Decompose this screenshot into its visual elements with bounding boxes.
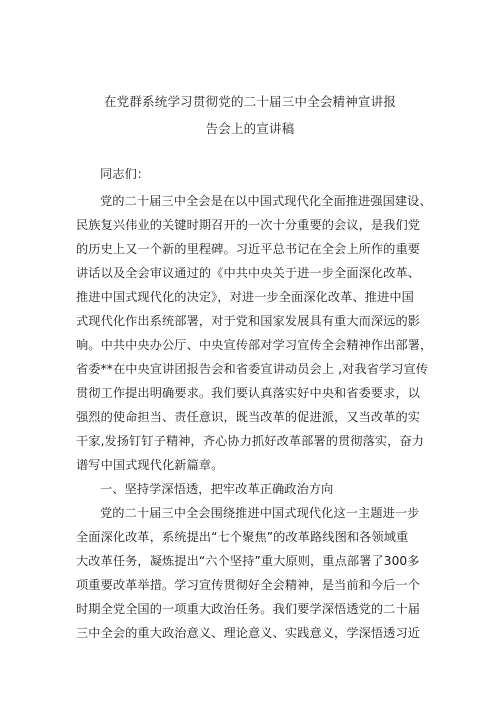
document-title-line-1: 在党群系统学习贯彻党的二十届三中全会精神宣讲报 — [103, 94, 397, 109]
body-line: 的历史上又一个新的里程碑。习近平总书记在全会上所作的重要 — [76, 242, 421, 256]
section-heading: 一、坚持学深悟透，把牢改革正确政治方向 — [100, 482, 334, 496]
body-line: 干家,发扬钉钉子精神，齐心协力抓好改革部署的贯彻落实，奋力 — [76, 434, 425, 448]
body-line: 讲话以及全会审议通过的《中共中央关于进一步全面深化改革、 — [76, 266, 421, 280]
body-line: 省委**在中央宣讲团报告会和省委宣讲动员会上 ,对我省学习宣传 — [76, 362, 429, 376]
body-line: 式现代化作出系统部署，对于党和国家发展具有重大而深远的影 — [76, 314, 421, 328]
body-line: 党的二十届三中全会围绕推进中国式现代化这一主题进一步 — [100, 506, 420, 520]
body-line: 党的二十届三中全会是在以中国式现代化全面推进强国建设、 — [100, 194, 432, 208]
greeting: 同志们： — [100, 167, 150, 181]
body-line: 全面深化改革，系统提出“七个聚焦”的改革路线图和各领域重 — [76, 530, 409, 544]
body-line: 大改革任务，凝炼提出“六个坚持”重大原则，重点部署了300多 — [76, 554, 420, 568]
body-line: 民族复兴伟业的关键时期召开的一次十分重要的会议，是我们党 — [76, 218, 421, 232]
body-line: 谱写中国式现代化新篇章。 — [76, 458, 224, 472]
body-line: 时期全党全国的一项重大政治任务。我们要学深悟透党的二十届 — [76, 602, 421, 616]
body-line: 三中全会的重大政治意义、理论意义、实践意义，学深悟透习近 — [76, 626, 421, 640]
document-title-line-2: 告会上的宣讲稿 — [205, 121, 295, 136]
body-line: 推进中国式现代化的决定》，对进一步全面深化改革、推进中国 — [76, 290, 414, 304]
body-line: 强烈的使命担当、责任意识，既当改革的促进派，又当改革的实 — [76, 410, 421, 424]
body-line: 响。中共中央办公厅、中央宣传部对学习宣传全会精神作出部署， — [76, 338, 433, 352]
body-line: 贯彻工作提出明确要求。我们要认真落实好中央和省委要求，以 — [76, 386, 421, 400]
body-line: 项重要改革举措。学习宣传贯彻好全会精神，是当前和今后一个 — [76, 578, 421, 592]
